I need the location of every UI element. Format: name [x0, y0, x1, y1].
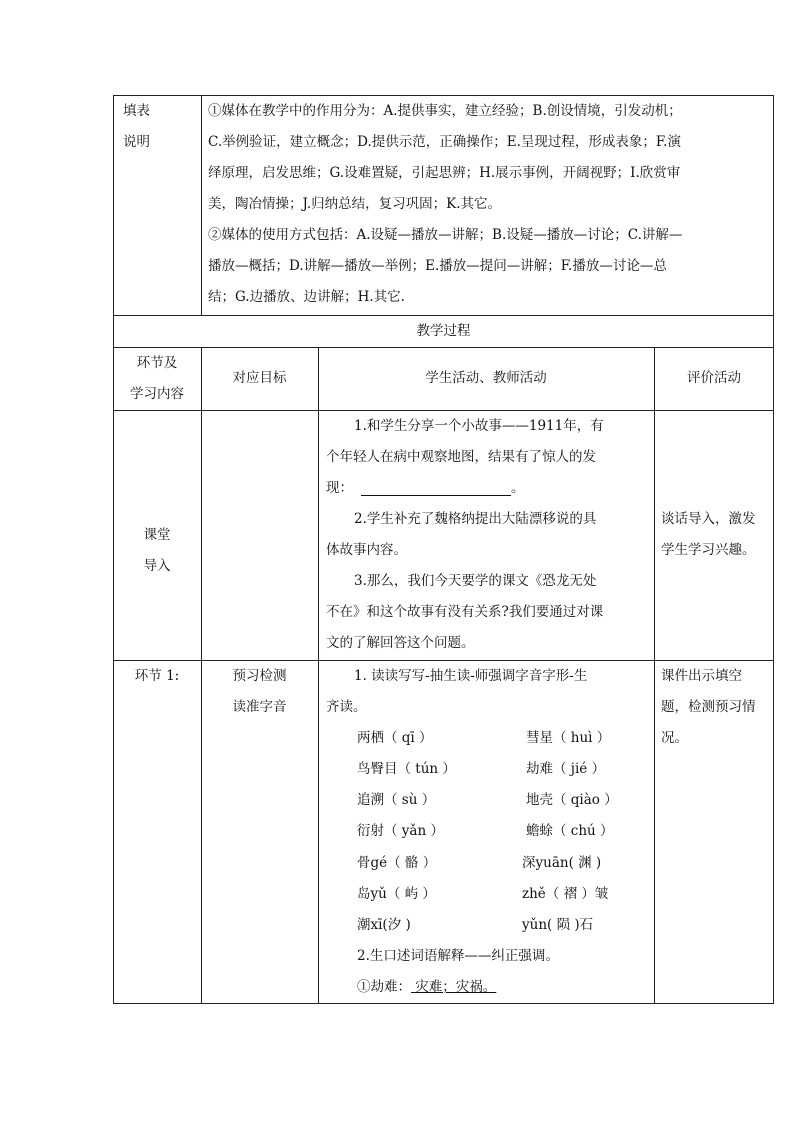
fill-note-line: ②媒体的使用方式包括：A.设疑—播放—讲解；B.设疑—播放—讨论；C.讲解— — [208, 227, 683, 243]
answer-blank[interactable] — [361, 481, 511, 496]
stage1-task: 1. 读读写写-抽生读-师强调字音字形-生 — [354, 668, 588, 684]
fill-note-line: 美，陶冶情操；J.归纳总结，复习巩固；K.其它。 — [208, 196, 502, 212]
process-title: 教学过程 — [416, 323, 471, 339]
stage1-evaluation: 题，检测预习情 — [661, 699, 756, 715]
intro-evaluation: 学生学习兴趣。 — [661, 542, 756, 558]
fill-note-line: 结；G.边播放、边讲解；H.其它. — [208, 289, 405, 305]
row-divider — [113, 347, 774, 348]
intro-text-suffix: 。 — [511, 480, 525, 496]
intro-text: 体故事内容。 — [326, 542, 407, 558]
intro-stage: 课堂 — [143, 527, 171, 543]
word-item: 骨gé（ 骼 ） — [357, 855, 437, 871]
word-item: yǔn( 陨 )石 — [522, 917, 594, 933]
word-item: 蟾蜍（ chú ） — [526, 823, 614, 839]
word-item: 鸟臀目（ tún ） — [357, 761, 456, 777]
fill-note-line: 播放—概括；D.讲解—播放—举例；E.播放—提问—讲解；F.播放—讨论—总 — [208, 258, 667, 274]
col-divider — [654, 347, 655, 1004]
word-item: 衍射（ yǎn ） — [357, 823, 444, 839]
header-activities: 学生活动、教师活动 — [425, 370, 547, 386]
intro-evaluation: 谈话导入，激发 — [661, 511, 756, 527]
intro-text: 3.那么，我们今天要学的课文《恐龙无处 — [354, 573, 597, 589]
fill-note-label: 填表 — [123, 103, 150, 119]
word-item: 追溯（ sù ） — [357, 792, 436, 808]
definition-term: ①劫难： — [357, 979, 411, 995]
stage1-goal: 读准字音 — [232, 699, 287, 715]
header-goal: 对应目标 — [232, 370, 287, 386]
intro-text: 不在》和这个故事有没有关系?我们要通过对课 — [326, 604, 604, 620]
intro-text — [326, 473, 525, 504]
intro-text: 2.学生补充了魏格纳提出大陆漂移说的具 — [354, 511, 597, 527]
stage1-task: 齐读。 — [326, 699, 367, 715]
intro-stage: 导入 — [143, 558, 171, 574]
stage1-evaluation: 况。 — [661, 730, 688, 746]
word-item: 两栖（ qī ） — [357, 730, 433, 746]
stage1-goal: 预习检测 — [232, 668, 287, 684]
word-item: 劫难（ jié ） — [526, 761, 606, 777]
fill-note-line: C.举例验证，建立概念；D.提供示范，正确操作；E.呈现过程，形成表象；F.演 — [208, 134, 681, 150]
definition-answer: 灾难；灾祸。 — [411, 979, 497, 995]
stage1-task: 2.生口述词语解释——纠正强调。 — [357, 948, 559, 964]
word-item: 岛yǔ（ 屿 ） — [357, 886, 436, 902]
word-item: 潮xī(汐 ) — [357, 917, 411, 933]
col-divider — [318, 347, 319, 1004]
stage1-label: 环节 1: — [134, 668, 180, 684]
word-item: 彗星（ huì ） — [526, 730, 611, 746]
fill-note-label: 说明 — [123, 134, 150, 150]
header-stage: 学习内容 — [130, 386, 184, 402]
definition-item — [357, 972, 496, 1003]
col-divider — [201, 95, 202, 315]
word-item: 地壳（ qiào ） — [526, 792, 618, 808]
fill-note-line: 绎原理，启发思维；G.设难置疑，引起思辨；H.展示事例，开阔视野；I.欣赏审 — [208, 165, 681, 181]
word-item: zhě（ 褶 ）皱 — [522, 886, 609, 902]
intro-text: 个年轻人在病中观察地图，结果有了惊人的发 — [326, 449, 596, 465]
intro-text-prefix: 现： — [326, 480, 353, 496]
word-item: 深yuān( 渊 ) — [522, 855, 602, 871]
header-stage: 环节及 — [136, 355, 178, 371]
fill-note-line: ①媒体在教学中的作用分为：A.提供事实，建立经验；B.创设情境，引发动机； — [208, 103, 682, 119]
stage1-evaluation: 课件出示填空 — [661, 668, 742, 684]
intro-text: 1.和学生分享一个小故事——1911年，有 — [354, 418, 604, 434]
intro-text: 文的了解回答这个问题。 — [326, 635, 475, 651]
header-evaluation: 评价活动 — [687, 370, 741, 386]
